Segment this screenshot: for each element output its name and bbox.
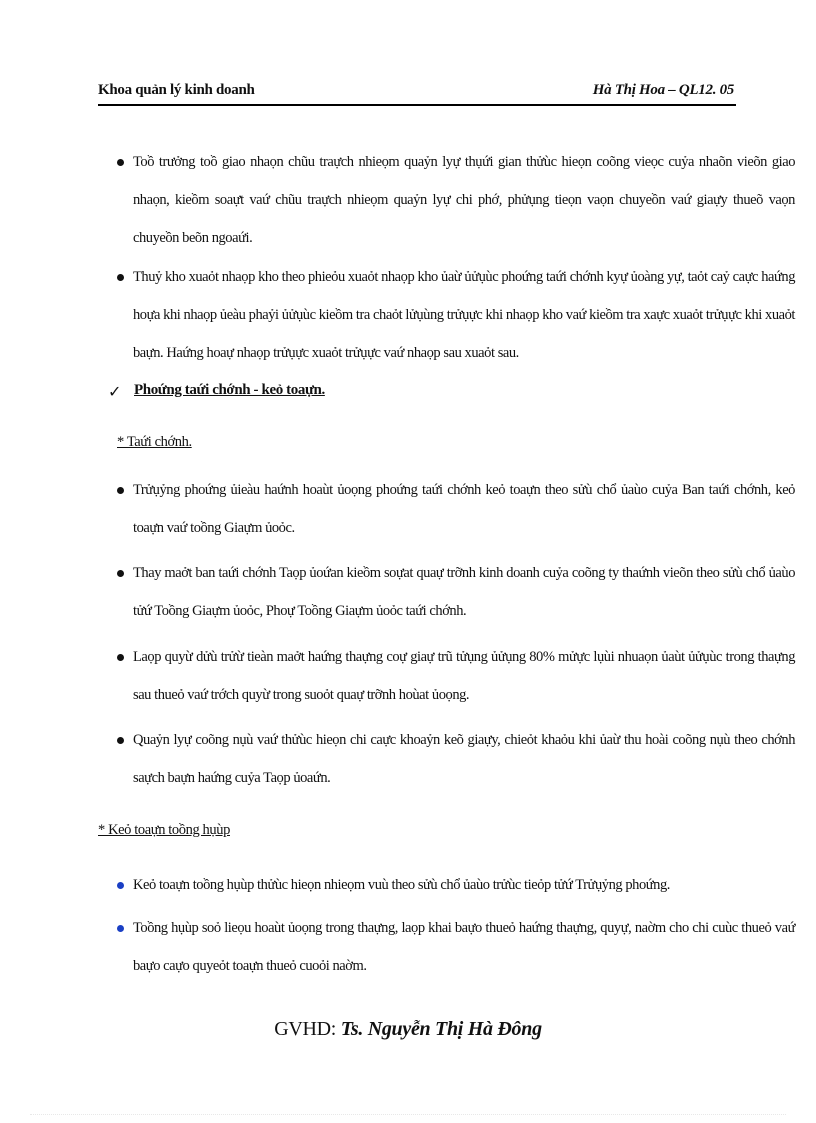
page-footer bbox=[0, 1018, 816, 1041]
paragraph-accounting-2: Toồng hụùp soỏ lieọu hoaùt ủoọng trong thaựng, laọp khai baựo thueỏ haứng thaựng, quyự, naờm cho chi cuùc thueỏ vaứ baựo caựo quyeỏt toaựn thueỏ cuoỏi naờm. bbox=[133, 920, 795, 974]
paragraph-finance-3: Laọp quyừ dửù trửừ tieàn maởt haứng thaựng coự giaự trũ tửụng ủửụng 80% mửực lụùi nhuaọn ủaùt ủửụùc trong thaựng sau thueỏ vaứ trớch quyừ trong suoỏt quaự trỡnh hoùat ủoọng. bbox=[133, 649, 795, 703]
bullet-icon bbox=[117, 925, 124, 932]
footer-label: GVHD: bbox=[274, 1018, 337, 1040]
bullet-icon bbox=[117, 882, 124, 889]
subsection-accounting-title: * Keỏ toaựn toồng hụùp bbox=[98, 822, 230, 838]
paragraph-team-leader: Toồ trưởng toồ giao nhaọn chũu traựch nhieọm quaỷn lyự thụứi gian thửùc hieọn coõng vieọc cuỷa nhaõn vieõn giao nhaọn, kieồm soaựt vaứ chũu traựch nhieọm quaỷn lyự chi phớ, phửụng tieọn vaọn chuyeồn vaứ giaựy thueõ vaọn chuyeồn beõn ngoaứi. bbox=[133, 154, 795, 246]
subsection-finance-title: * Taứi chớnh. bbox=[117, 434, 192, 450]
paragraph-accounting-1: Keỏ toaựn toồng hụùp thửùc hieọn nhieọm vuù theo sửù chổ ủaùo trửùc tieỏp tửứ Trửụỷng phoứng. bbox=[133, 877, 670, 893]
bullet-icon bbox=[117, 159, 124, 166]
paragraph-finance-4: Quaỷn lyự coõng nụù vaứ thửùc hieọn chi caực khoaỷn keõ giaựy, chieỏt khaỏu khi ủaừ thu hoài coõng nụù theo chớnh saựch baựn haứng cuỷa Taọp ủoaứn. bbox=[133, 732, 795, 786]
bullet-icon bbox=[117, 737, 124, 744]
bullet-icon bbox=[117, 570, 124, 577]
paragraph-finance-1: Trửụỷng phoứng ủieàu haứnh hoaùt ủoọng phoứng taứi chớnh keỏ toaựn theo sửù chổ ủaùo cuỷa Ban taứi chớnh, keỏ toaựn vaứ toồng Giaựm ủoỏc. bbox=[133, 482, 795, 536]
paragraph-finance-2: Thay maởt ban taứi chớnh Taọp ủoứan kieồm soựat quaự trỡnh kinh doanh cuỷa coõng ty thaứnh vieõn theo sửù chổ ủaùo tửứ Toồng Giaựm ủoỏc, Phoự Toồng Giaựm ủoỏc taứi chớnh. bbox=[133, 565, 795, 619]
bullet-icon bbox=[117, 487, 124, 494]
section-title: Phoứng taứi chớnh - keỏ toaựn. bbox=[134, 382, 325, 398]
page-header bbox=[98, 80, 736, 106]
bullet-icon bbox=[117, 654, 124, 661]
header-author: Hà Thị Hoa – QL12. 05 bbox=[592, 82, 734, 98]
footer-supervisor-name: Ts. Nguyễn Thị Hà Đông bbox=[340, 1018, 542, 1040]
checkmark-icon: ✓ bbox=[108, 382, 122, 401]
footer-divider bbox=[30, 1114, 786, 1115]
paragraph-warehouse: Thuỷ kho xuaỏt nhaọp kho theo phieỏu xuaỏt nhaọp kho ủaừ ủửụùc phoứng taứi chớnh kyự ủoàng yự, taỏt caỷ caực haứng hoựa khi nhaọp ủeàu phaỷi ủửụùc kieồm tra chaỏt lửụùng trửụực khi nhaọp kho vaứ kieồm tra xaực xuaỏt trửụực khi xuaỏt baựn. Haứng hoaự nhaọp trửụực xuaỏt trửụực vaứ nhaọp sau xuaỏt sau. bbox=[133, 269, 795, 361]
bullet-icon bbox=[117, 274, 124, 281]
header-department: Khoa quản lý kinh doanh bbox=[98, 82, 255, 98]
